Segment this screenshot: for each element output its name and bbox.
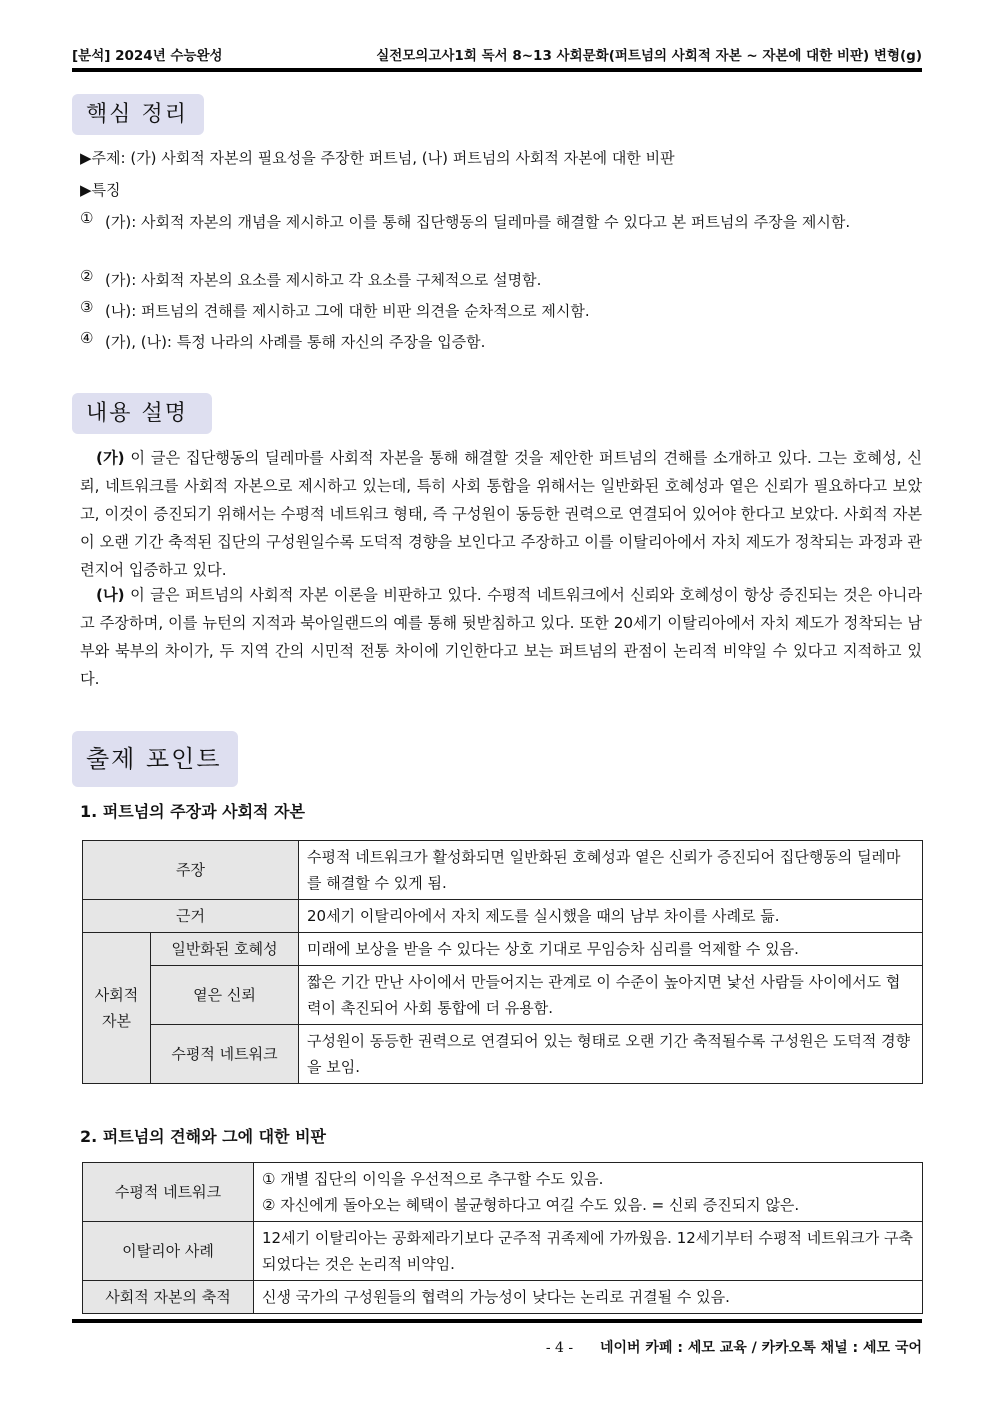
section-title-content: 내용 설명 bbox=[72, 393, 212, 434]
footer-text: 네이버 카페 : 세모 교육 / 카카오톡 채널 : 세모 국어 bbox=[599, 1340, 922, 1356]
point-number: ② bbox=[80, 267, 94, 285]
page-number: - 4 - bbox=[545, 1340, 574, 1356]
paragraph-a-label: (가) bbox=[96, 449, 125, 467]
paragraph-a bbox=[80, 444, 922, 584]
page-footer bbox=[546, 1337, 922, 1357]
point-text: (나): 퍼트넘의 견해를 제시하고 그에 대한 비판 의견을 순차적으로 제시함. bbox=[105, 302, 590, 320]
point-number: ④ bbox=[80, 329, 94, 347]
table-cell: 신생 국가의 구성원들의 협력의 가능성이 낮다는 논리로 귀결될 수 있음. bbox=[254, 1281, 923, 1314]
table-row bbox=[83, 933, 923, 966]
table-header-cell: 옅은 신뢰 bbox=[151, 966, 299, 1025]
table-row bbox=[83, 966, 923, 1025]
table-cell: 12세기 이탈리아는 공화제라기보다 군주적 귀족제에 가까웠음. 12세기부터 수평적 네트워크가 구축되었다는 것은 논리적 비약임. bbox=[254, 1222, 923, 1281]
table-row bbox=[83, 900, 923, 933]
feature-point bbox=[80, 267, 922, 294]
table-criticism bbox=[82, 1162, 923, 1314]
table-header-cell: 이탈리아 사례 bbox=[83, 1222, 254, 1281]
table-header-cell: 근거 bbox=[83, 900, 299, 933]
table-row bbox=[83, 1025, 923, 1084]
table-row bbox=[83, 1281, 923, 1314]
table-cell: 20세기 이탈리아에서 자치 제도를 실시했을 때의 남부 차이를 사례로 듦. bbox=[299, 900, 923, 933]
section-title-core: 핵심 정리 bbox=[72, 94, 204, 135]
point-text: (가): 사회적 자본의 개념을 제시하고 이를 통해 집단행동의 딜레마를 해결할 수 있다고 본 퍼트넘의 주장을 제시함. bbox=[105, 213, 851, 231]
table-header-cell: 사회적 자본 bbox=[83, 933, 151, 1084]
feature-point bbox=[80, 298, 922, 325]
table-cell-line: ② 자신에게 돌아오는 혜택이 불균형하다고 여길 수도 있음. = 신뢰 증진되지 않은. bbox=[262, 1196, 800, 1214]
section-title-points: 출제 포인트 bbox=[72, 731, 238, 787]
footer-rule bbox=[72, 1319, 922, 1323]
table-cell bbox=[254, 1163, 923, 1222]
point-text: (가): 사회적 자본의 요소를 제시하고 각 요소를 구체적으로 설명함. bbox=[105, 271, 542, 289]
table-row bbox=[83, 1163, 923, 1222]
paragraph-b-label: (나) bbox=[96, 586, 125, 604]
paragraph-b bbox=[80, 581, 922, 693]
point-number: ③ bbox=[80, 298, 94, 316]
header-right: 실전모의고사1회 독서 8~13 사회문화(퍼트넘의 사회적 자본 ~ 자본에 대한 비판) 변형(g) bbox=[376, 48, 922, 64]
feature-point bbox=[80, 329, 922, 356]
page-header bbox=[72, 44, 922, 68]
paragraph-a-text: 이 글은 집단행동의 딜레마를 사회적 자본을 통해 해결할 것을 제안한 퍼트넘의 견해를 소개하고 있다. 그는 호혜성, 신뢰, 네트워크를 사회적 자본으로 제시하고 있는데, 특히 사회 통합을 위해서는 일반화된 호혜성과 옅은 신뢰가 필요하다고 보았고, 이것이 증진되기 위해서는 수평적 네트워크 형태, 즉 구성원이 동등한 권력으로 연결되어 있어야 한다고 보았다. 사회적 자본이 오랜 기간 축적된 집단의 구성원일수록 도덕적 경향을 보인다고 주장하고 이를 이탈리아에서 자치 제도가 정착되는 과정과 관련지어 입증하고 있다. bbox=[80, 449, 922, 579]
table-header-cell: 일반화된 호혜성 bbox=[151, 933, 299, 966]
topic-line: ▶주제: (가) 사회적 자본의 필요성을 주장한 퍼트넘, (나) 퍼트넘의 사회적 자본에 대한 비판 bbox=[80, 149, 675, 167]
point-text: (가), (나): 특정 나라의 사례를 통해 자신의 주장을 입증함. bbox=[105, 333, 486, 351]
feature-point bbox=[80, 209, 922, 236]
header-left: [분석] 2024년 수능완성 bbox=[72, 48, 223, 64]
subheading-1: 1. 퍼트넘의 주장과 사회적 자본 bbox=[80, 802, 305, 821]
table-cell: 짧은 기간 만난 사이에서 만들어지는 관계로 이 수준이 높아지면 낯선 사람들 사이에서도 협력이 촉진되어 사회 통합에 더 유용함. bbox=[299, 966, 923, 1025]
table-cell: 수평적 네트워크가 활성화되면 일반화된 호혜성과 옅은 신뢰가 증진되어 집단행동의 딜레마를 해결할 수 있게 됨. bbox=[299, 841, 923, 900]
table-header-cell: 수평적 네트워크 bbox=[83, 1163, 254, 1222]
feature-label: ▶특징 bbox=[80, 181, 121, 199]
table-row bbox=[83, 841, 923, 900]
point-number: ① bbox=[80, 209, 94, 227]
table-header-cell: 주장 bbox=[83, 841, 299, 900]
paragraph-b-text: 이 글은 퍼트넘의 사회적 자본 이론을 비판하고 있다. 수평적 네트워크에서 신뢰와 호혜성이 항상 증진되는 것은 아니라고 주장하며, 이를 뉴턴의 지적과 북아일랜드의 예를 통해 뒷받침하고 있다. 또한 20세기 이탈리아에서 자치 제도가 정착되는 남부와 북부의 차이가, 두 지역 간의 시민적 전통 차이에 기인한다고 보는 퍼트넘의 관점이 논리적 비약일 수 있다고 지적하고 있다. bbox=[80, 586, 922, 688]
subheading-2: 2. 퍼트넘의 견해와 그에 대한 비판 bbox=[80, 1127, 326, 1146]
table-cell-line: ① 개별 집단의 이익을 우선적으로 추구할 수도 있음. bbox=[262, 1170, 604, 1188]
table-header-cell: 수평적 네트워크 bbox=[151, 1025, 299, 1084]
table-header-cell: 사회적 자본의 축적 bbox=[83, 1281, 254, 1314]
table-cell: 구성원이 동등한 권력으로 연결되어 있는 형태로 오랜 기간 축적될수록 구성원은 도덕적 경향을 보임. bbox=[299, 1025, 923, 1084]
table-cell: 미래에 보상을 받을 수 있다는 상호 기대로 무임승차 심리를 억제할 수 있음. bbox=[299, 933, 923, 966]
table-putnam-claim bbox=[82, 840, 923, 1084]
header-rule bbox=[72, 68, 922, 72]
table-row bbox=[83, 1222, 923, 1281]
